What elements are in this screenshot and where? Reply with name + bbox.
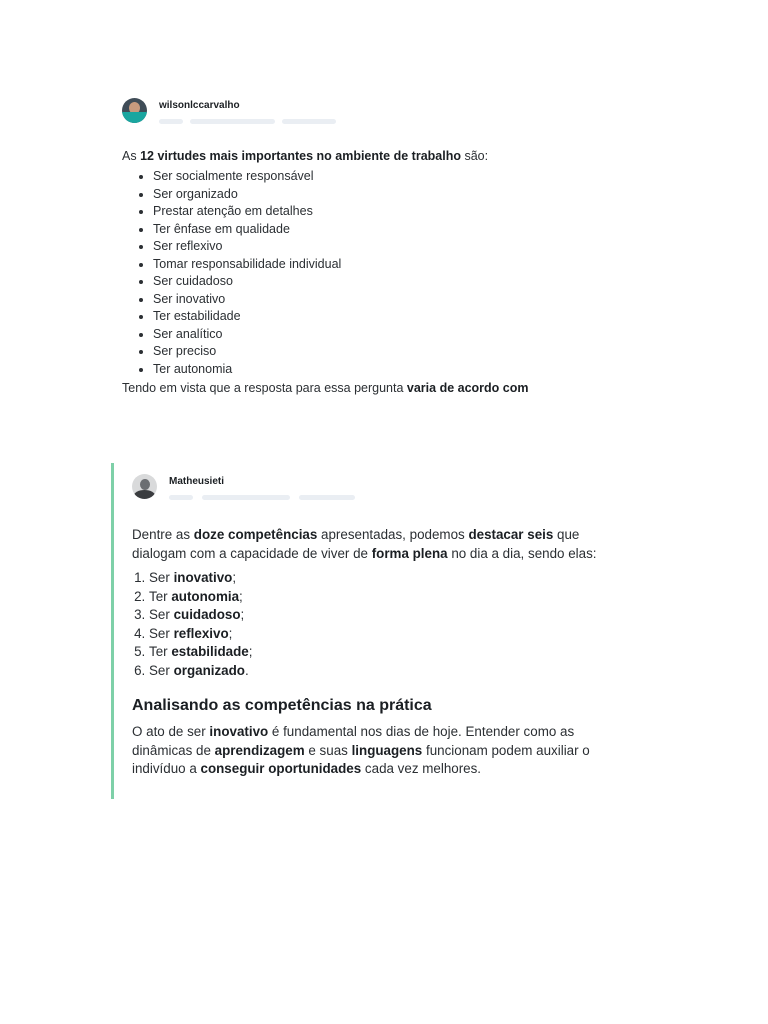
answer-paragraph: O ato de ser inovativo é fundamental nos dias de hoje. Entender como as dinâmicas de aprendizagem e suas linguagens funcionam podem auxiliar o indivíduo a conseguir oportunidades cada vez melhores. bbox=[132, 724, 590, 776]
username[interactable]: wilsonlccarvalho bbox=[159, 100, 240, 111]
virtues-list bbox=[122, 168, 682, 378]
list-item: • Ter estabilidade bbox=[153, 308, 682, 326]
answer-author bbox=[132, 474, 631, 504]
answer-card-2 bbox=[111, 463, 631, 799]
answer-paragraph: Dentre as doze competências apresentadas, podemos destacar seis que dialogam com a capacidade de viver de forma plena no dia a dia, sendo elas: bbox=[132, 527, 597, 561]
meta-placeholder bbox=[169, 495, 364, 500]
list-item: 5. Ter estabilidade; bbox=[149, 643, 631, 662]
list-item: • Ser cuidadoso bbox=[153, 273, 682, 291]
list-item: • Ser analítico bbox=[153, 326, 682, 344]
list-item: • Ser preciso bbox=[153, 343, 682, 361]
list-item: • Ser organizado bbox=[153, 186, 682, 204]
list-item: • Ter ênfase em qualidade bbox=[153, 221, 682, 239]
list-item: 3. Ser cuidadoso; bbox=[149, 606, 631, 625]
answer-card-1 bbox=[122, 98, 682, 397]
answer-outro: Tendo em vista que a resposta para essa pergunta varia de acordo com bbox=[122, 381, 529, 395]
list-item: • Tomar responsabilidade individual bbox=[153, 256, 682, 274]
list-item: 6. Ser organizado. bbox=[149, 662, 631, 681]
answer-intro: As 12 virtudes mais importantes no ambiente de trabalho são: bbox=[122, 149, 489, 163]
meta-placeholder bbox=[159, 119, 343, 124]
list-item: 4. Ser reflexivo; bbox=[149, 625, 631, 644]
list-item: 2. Ter autonomia; bbox=[149, 588, 631, 607]
list-item: 1. Ser inovativo; bbox=[149, 569, 631, 588]
list-item: • Prestar atenção em detalhes bbox=[153, 203, 682, 221]
avatar[interactable] bbox=[122, 98, 147, 123]
section-heading: Analisando as competências na prática bbox=[132, 697, 432, 714]
answer-author bbox=[122, 98, 682, 128]
avatar[interactable] bbox=[132, 474, 157, 499]
list-item: • Ser inovativo bbox=[153, 291, 682, 309]
list-item: • Ter autonomia bbox=[153, 361, 682, 379]
competencies-list bbox=[132, 569, 631, 680]
list-item: • Ser reflexivo bbox=[153, 238, 682, 256]
username[interactable]: Matheusieti bbox=[169, 476, 225, 487]
list-item: • Ser socialmente responsável bbox=[153, 168, 682, 186]
